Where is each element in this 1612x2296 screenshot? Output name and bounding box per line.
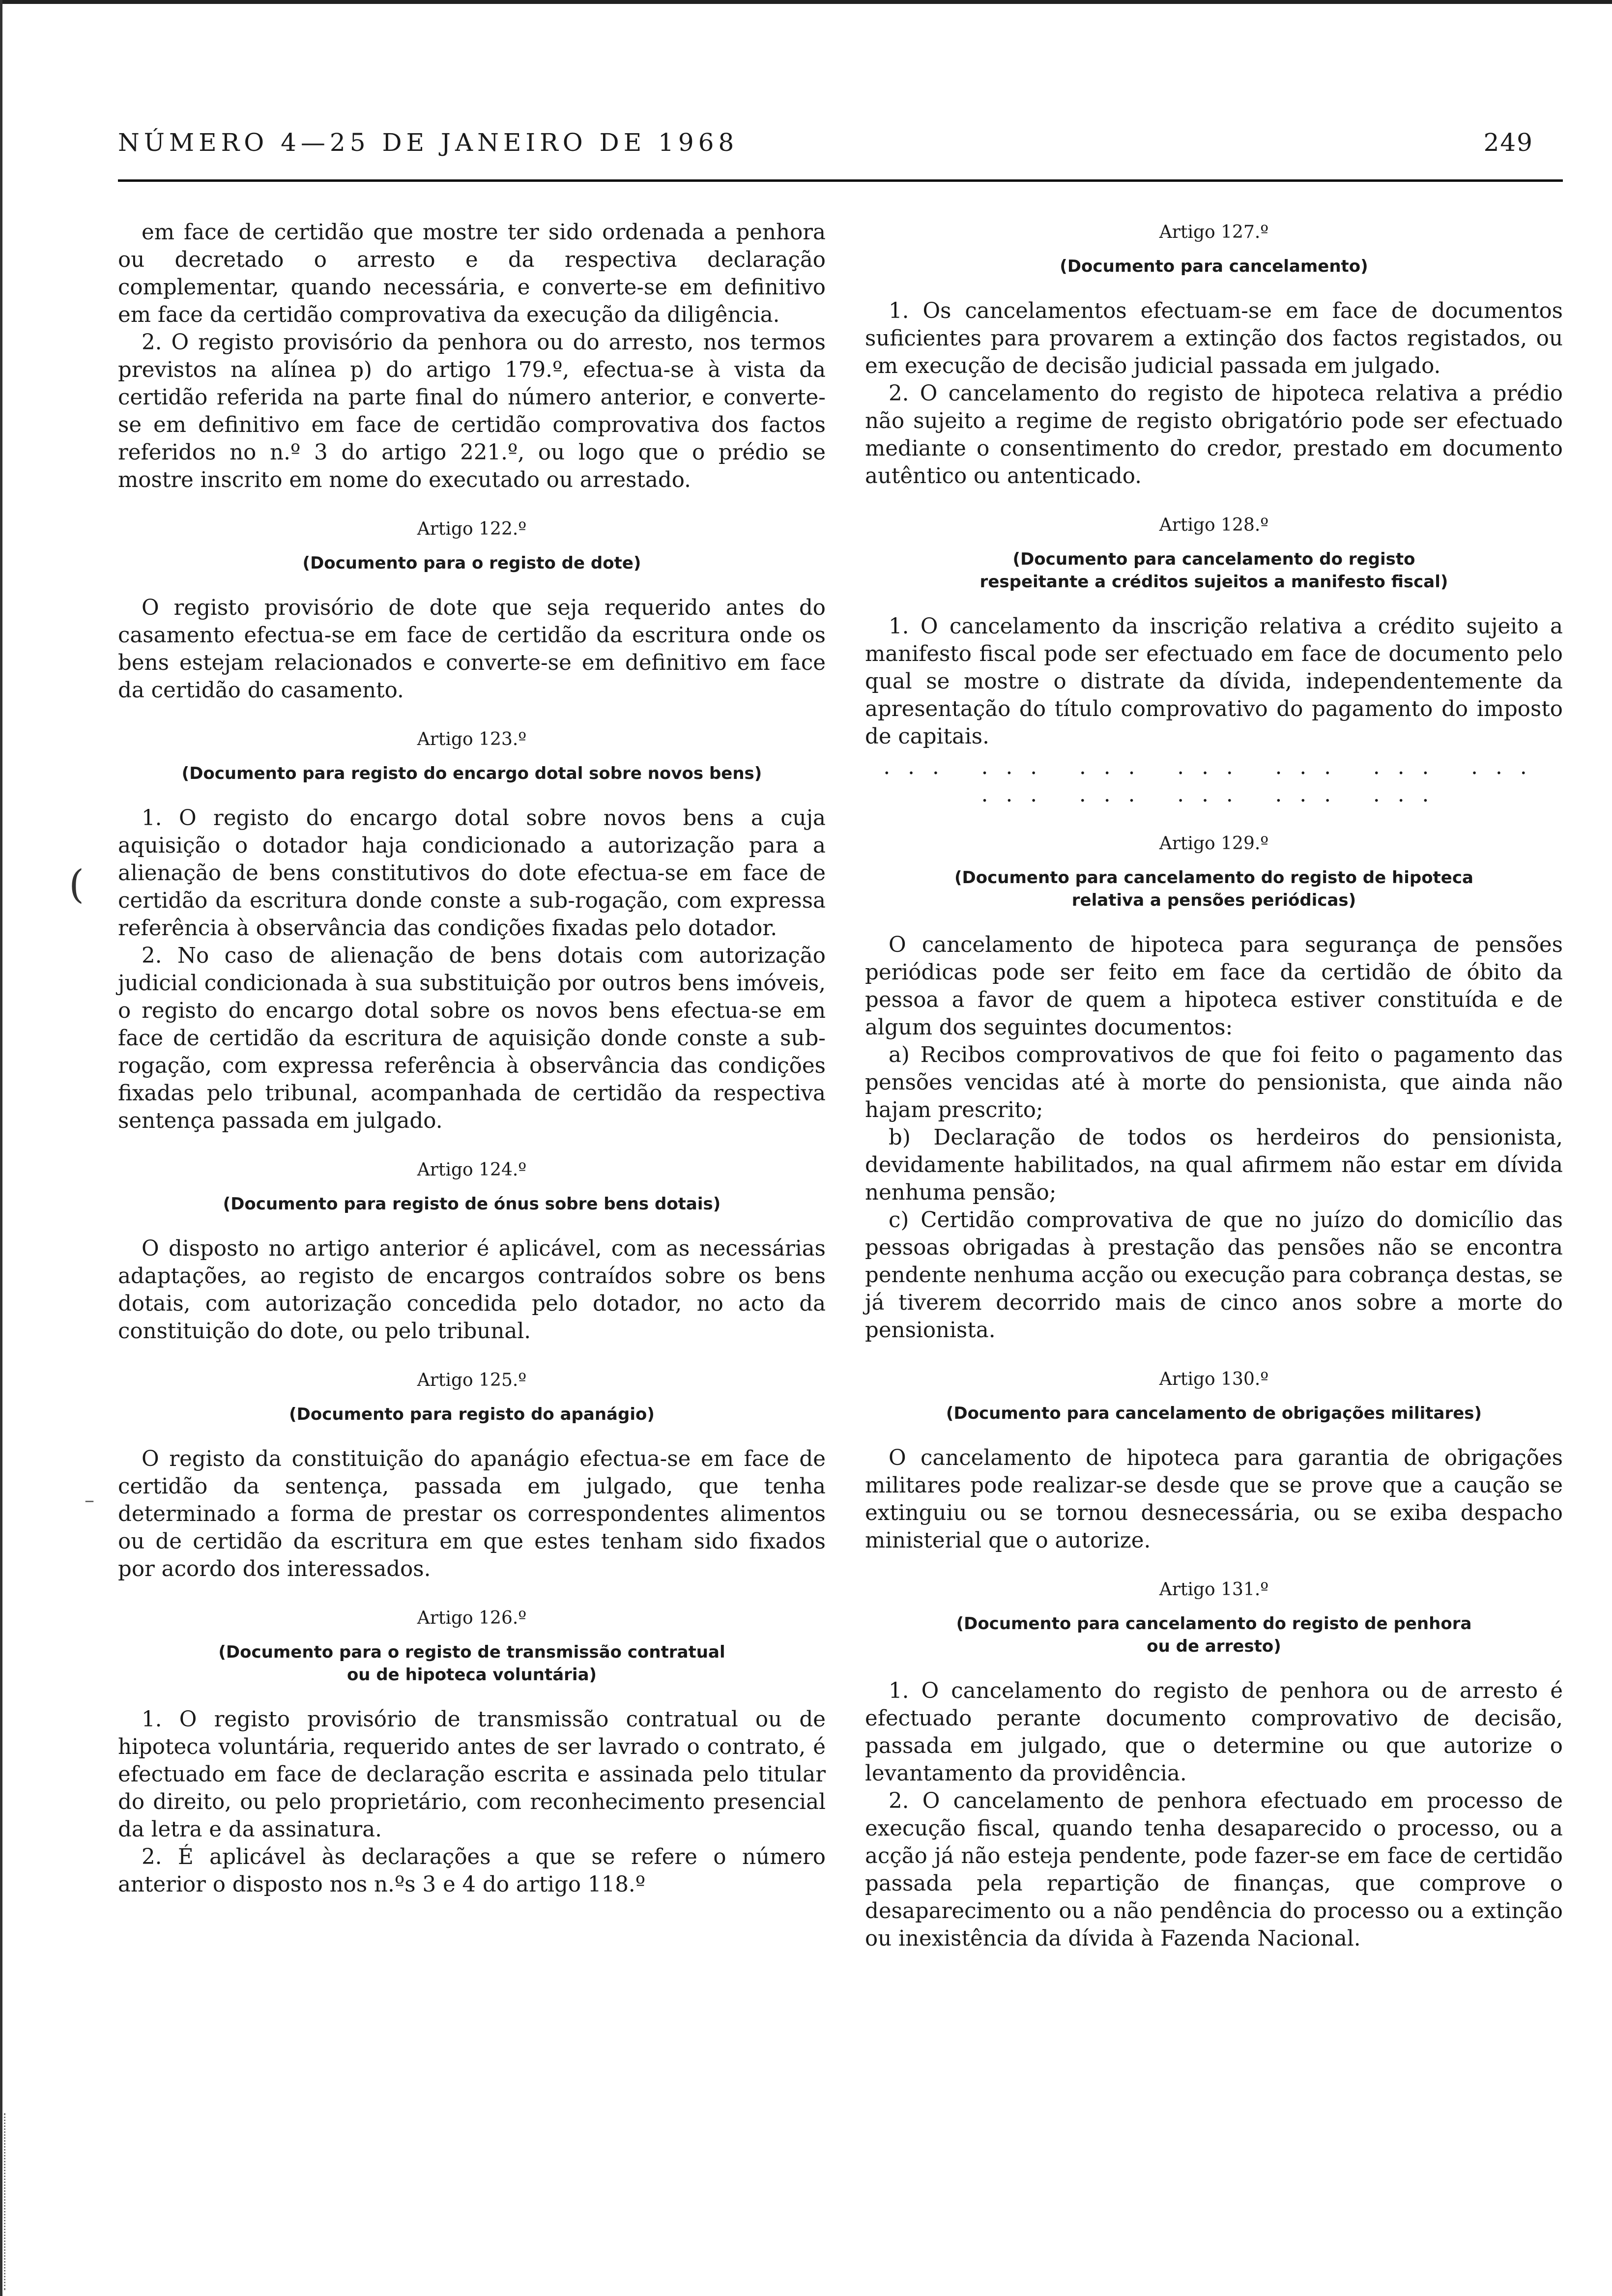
paragraph: 1. O registo do encargo dotal sobre novos bens a cuja aquisição o dotador haja condicionado a autorização para a alienação de bens constitutivos do dote efectua-se em face de certidão da escritura donde conste a sub-rogação, com expressa referência à observância das condições fixadas pelo dotador. bbox=[118, 806, 826, 941]
article-title: (Documento para registo do encargo dotal sobre novos bens) bbox=[181, 764, 762, 783]
article-heading: Artigo 128.º bbox=[1159, 515, 1269, 535]
paragraph: O registo da constituição do apanágio efectua-se em face de certidão da sentença, passada em julgado, que tenha determinado a forma de prestar os correspondentes alimentos ou de certidão da escritura em que estes tenham sido fixados por acordo dos interessados. bbox=[118, 1447, 826, 1581]
article-heading: Artigo 127.º bbox=[1159, 222, 1269, 242]
article-title: (Documento para o registo de transmissão contratual ou de hipoteca voluntária) bbox=[218, 1642, 725, 1685]
ellipsis-divider: ... ... ... ... ... ... ... ... ... ... ... ... bbox=[883, 755, 1545, 807]
article-heading: Artigo 125.º bbox=[417, 1370, 527, 1390]
paragraph: 2. O cancelamento de penhora efectuado em processo de execução fiscal, quando tenha desaparecido o processo, ou a acção já não esteja pendente, pode fazer-se em face de certidão passada pela repartição de finanças, que comprove o desaparecimento ou a não pendência do processo ou a extinção ou inexistência da dívida à Fazenda Nacional. bbox=[865, 1789, 1563, 1951]
article-title: (Documento para cancelamento do registo de hipoteca relativa a pensões periódicas) bbox=[954, 868, 1473, 910]
paragraph: a) Recibos comprovativos de que foi feito o pagamento das pensões vencidas até à morte do pensionista, que ainda não hajam prescrito; bbox=[865, 1043, 1563, 1122]
article-title: (Documento para o registo de dote) bbox=[302, 553, 641, 573]
article-heading: Artigo 129.º bbox=[1159, 833, 1269, 854]
article-heading: Artigo 126.º bbox=[417, 1608, 527, 1628]
paragraph: 1. O cancelamento da inscrição relativa a crédito sujeito a manifesto fiscal pode ser efectuado em face de documento pelo qual se mostre o distrate da dívida, independentemente da apresentação do título comprovativo do pagamento do imposto de capitais. bbox=[865, 614, 1563, 749]
paragraph: 2. O registo provisório da penhora ou do arresto, nos termos previstos na alínea p) do artigo 179.º, efectua-se à vista da certidão referida na parte final do número anterior, e converte-se em definitivo em face de certidão comprovativa dos factos referidos no n.º 3 do artigo 221.º, ou logo que o prédio se mostre inscrito em nome do executado ou arrestado. bbox=[118, 330, 826, 492]
article-heading: Artigo 130.º bbox=[1159, 1369, 1269, 1389]
scan-border-left bbox=[0, 0, 2, 2296]
scan-border-top bbox=[0, 0, 1612, 4]
article-title: (Documento para registo do apanágio) bbox=[289, 1405, 655, 1424]
article-title: (Documento para cancelamento do registo respeitante a créditos sujeitos a manifesto fiscal) bbox=[979, 549, 1448, 592]
article-title: (Documento para cancelamento de obrigações militares) bbox=[946, 1404, 1482, 1423]
paragraph: O cancelamento de hipoteca para garantia de obrigações militares pode realizar-se desde que se prove que a caução se extinguiu ou se tornou desnecessária, ou se exiba despacho ministerial que o autorize. bbox=[865, 1446, 1563, 1553]
article-heading: Artigo 124.º bbox=[417, 1160, 527, 1180]
article-title: (Documento para cancelamento) bbox=[1060, 257, 1368, 276]
issue-date: NÚMERO 4—25 DE JANEIRO DE 1968 bbox=[118, 128, 739, 157]
article-heading: Artigo 131.º bbox=[1159, 1579, 1269, 1600]
paragraph: 2. O cancelamento do registo de hipoteca relativa a prédio não sujeito a regime de registo obrigatório pode ser efectuado mediante o consentimento do credor, prestado em documento autêntico ou antenticado. bbox=[865, 381, 1563, 488]
paragraph: 1. O cancelamento do registo de penhora ou de arresto é efectuado perante documento comprovativo de decisão, passada em julgado, que o determine ou que autorize o levantamento da providência. bbox=[865, 1679, 1563, 1786]
paragraph: b) Declaração de todos os herdeiros do pensionista, devidamente habilitados, na qual afirmem não estar em dívida nenhuma pensão; bbox=[865, 1125, 1563, 1205]
article-title: (Documento para registo de ónus sobre bens dotais) bbox=[223, 1194, 721, 1214]
gutter-ticks bbox=[4, 2113, 8, 2290]
margin-mark-paren: ( bbox=[69, 861, 85, 907]
header-rule bbox=[118, 179, 1563, 182]
paragraph: 2. É aplicável às declarações a que se refere o número anterior o disposto nos n.ºs 3 e 4 do artigo 118.º bbox=[118, 1845, 826, 1897]
margin-mark-dash: – bbox=[85, 1489, 94, 1512]
paragraph: 1. Os cancelamentos efectuam-se em face de documentos suficientes para provarem a extinção dos factos registados, ou em execução de decisão judicial passada em julgado. bbox=[865, 299, 1563, 378]
paragraph: O cancelamento de hipoteca para segurança de pensões periódicas pode ser feito em face da certidão de óbito da pessoa a favor de quem a hipoteca estiver constituída e de algum dos seguintes documentos: bbox=[865, 933, 1563, 1040]
paragraph: em face de certidão que mostre ter sido ordenada a penhora ou decretado o arresto e da respectiva declaração complementar, quando necessária, e converte-se em definitivo em face da certidão comprovativa da execução da diligência. bbox=[118, 220, 826, 327]
paragraph: O disposto no artigo anterior é aplicável, com as necessárias adaptações, ao registo de encargos contraídos sobre os bens dotais, com autorização concedida pelo dotador, no acto da constituição do dote, ou pelo tribunal. bbox=[118, 1236, 826, 1344]
page-number: 249 bbox=[1483, 128, 1533, 157]
article-title: (Documento para cancelamento do registo de penhora ou de arresto) bbox=[956, 1614, 1472, 1656]
paragraph: 1. O registo provisório de transmissão contratual ou de hipoteca voluntária, requerido antes de ser lavrado o contrato, é efectuado em face de declaração escrita e assinada pelo titular do direito, ou pelo proprietário, com reconhecimento presencial da letra e da assinatura. bbox=[118, 1707, 826, 1842]
page-header bbox=[118, 123, 1533, 162]
paragraph: 2. No caso de alienação de bens dotais com autorização judicial condicionada à sua substituição por outros bens imóveis, o registo do encargo dotal sobre os novos bens efectua-se em face de certidão da escritura de aquisição donde conste a sub-rogação, com expressa referência à observância das condições fixadas pelo tribunal, acompanhada de certidão da respectiva sentença passada em julgado. bbox=[118, 944, 826, 1133]
left-column bbox=[118, 219, 826, 1898]
paragraph: c) Certidão comprovativa de que no juízo do domicílio das pessoas obrigadas à prestação das pensões não se encontra pendente nenhuma acção ou execução para cobrança destas, se já tiverem decorrido mais de cinco anos sobre a morte do pensionista. bbox=[865, 1208, 1563, 1343]
paragraph: O registo provisório de dote que seja requerido antes do casamento efectua-se em face de certidão da escritura onde os bens estejam relacionados e converte-se em definitivo em face da certidão do casamento. bbox=[118, 596, 826, 703]
right-column bbox=[865, 219, 1563, 1952]
article-heading: Artigo 123.º bbox=[417, 729, 527, 749]
article-heading: Artigo 122.º bbox=[417, 519, 527, 539]
